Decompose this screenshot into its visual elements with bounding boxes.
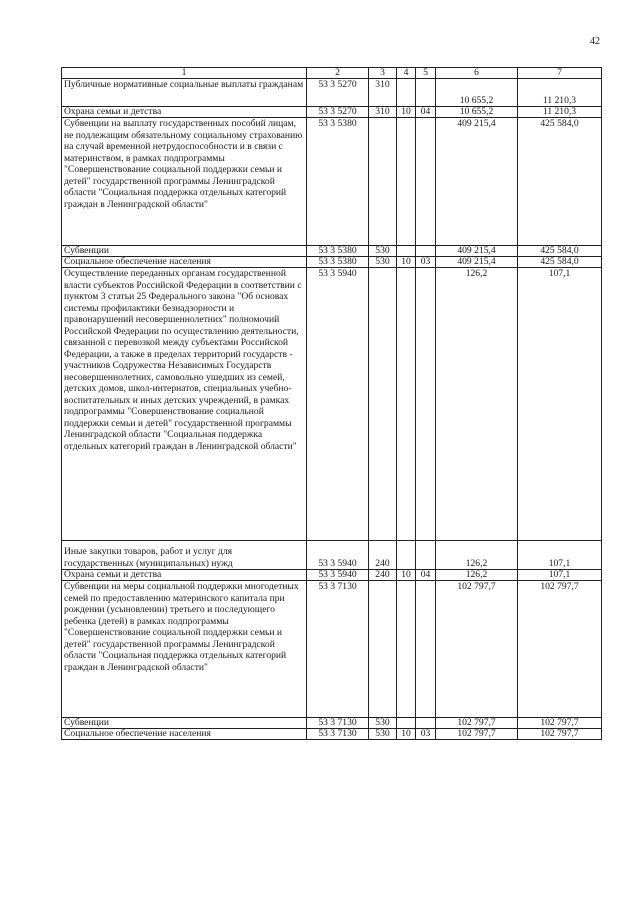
amount-col7: 107,1 — [518, 268, 602, 541]
row-name: Охрана семьи и детства — [62, 570, 307, 581]
table-row — [62, 268, 602, 541]
subsection: 04 — [416, 107, 436, 118]
expense-type — [369, 268, 397, 541]
target-code: 53 3 5270 — [307, 79, 369, 107]
column-header: 7 — [518, 68, 602, 79]
expense-type — [369, 581, 397, 718]
amount-col7: 102 797,7 — [518, 718, 602, 729]
column-header: 1 — [62, 68, 307, 79]
amount-col6: 409 215,4 — [436, 246, 518, 257]
column-header: 4 — [397, 68, 416, 79]
expense-type: 310 — [369, 79, 397, 107]
target-code: 53 3 7130 — [307, 581, 369, 718]
target-code: 53 3 5380 — [307, 118, 369, 246]
target-code: 53 3 7130 — [307, 729, 369, 740]
column-header: 3 — [369, 68, 397, 79]
section: 10 — [397, 729, 416, 740]
amount-col7: 107,1 — [518, 570, 602, 581]
target-code: 53 3 5940 — [307, 570, 369, 581]
expense-type: 240 — [369, 541, 397, 570]
row-name: Иные закупки товаров, работ и услуг для государственных (муниципальных) нужд — [62, 541, 307, 570]
amount-col6: 10 655,2 — [436, 79, 518, 107]
target-code: 53 3 5380 — [307, 257, 369, 268]
row-name: Субвенции на выплату государственных пособий лицам, не подлежащим обязательному социальному страхованию на случай временной нетрудоспособности и в связи с материнством, в рамках подпрограммы "Совершенствование социальной поддержки семьи и детей" государственной программы Ленинградской области "Социальная поддержка отдельных категорий граждан в Ленинградской области" — [62, 118, 307, 246]
subsection: 04 — [416, 570, 436, 581]
table-row — [62, 581, 602, 718]
subsection — [416, 268, 436, 541]
column-header: 5 — [416, 68, 436, 79]
target-code: 53 3 5940 — [307, 268, 369, 541]
section — [397, 118, 416, 246]
amount-col6: 409 215,4 — [436, 118, 518, 246]
subsection: 03 — [416, 257, 436, 268]
table-row — [62, 541, 602, 570]
budget-table — [61, 67, 602, 740]
subsection — [416, 581, 436, 718]
subsection: 03 — [416, 729, 436, 740]
amount-col6: 102 797,7 — [436, 718, 518, 729]
amount-col7: 107,1 — [518, 541, 602, 570]
section: 10 — [397, 257, 416, 268]
row-name: Охрана семьи и детства — [62, 107, 307, 118]
expense-type: 240 — [369, 570, 397, 581]
table-row — [62, 79, 602, 107]
amount-col6: 10 655,2 — [436, 107, 518, 118]
subsection — [416, 718, 436, 729]
section — [397, 718, 416, 729]
row-name: Социальное обеспечение населения — [62, 729, 307, 740]
row-name: Публичные нормативные социальные выплаты гражданам — [62, 79, 307, 107]
section — [397, 246, 416, 257]
amount-col7: 425 584,0 — [518, 257, 602, 268]
amount-col7: 425 584,0 — [518, 118, 602, 246]
expense-type: 530 — [369, 729, 397, 740]
expense-type: 530 — [369, 257, 397, 268]
table-row — [62, 718, 602, 729]
amount-col6: 126,2 — [436, 541, 518, 570]
amount-col7: 11 210,3 — [518, 79, 602, 107]
subsection — [416, 118, 436, 246]
subsection — [416, 246, 436, 257]
section — [397, 268, 416, 541]
table-header-row — [62, 68, 602, 79]
column-header: 2 — [307, 68, 369, 79]
table-row — [62, 729, 602, 740]
section: 10 — [397, 570, 416, 581]
row-name: Субвенции на меры социальной поддержки многодетных семей по предоставлению материнского капитала при рождении (усыновлении) третьего и последующего ребенка (детей) в рамках подпрограммы "Совершенствование социальной поддержки семьи и детей" государственной программы Ленинградской области "Социальная поддержка отдельных категорий граждан в Ленинградской области" — [62, 581, 307, 718]
table-row — [62, 118, 602, 246]
row-name: Социальное обеспечение населения — [62, 257, 307, 268]
target-code: 53 3 7130 — [307, 718, 369, 729]
amount-col6: 409 215,4 — [436, 257, 518, 268]
subsection — [416, 79, 436, 107]
amount-col7: 11 210,3 — [518, 107, 602, 118]
table-row — [62, 246, 602, 257]
expense-type: 310 — [369, 107, 397, 118]
amount-col6: 102 797,7 — [436, 581, 518, 718]
expense-type: 530 — [369, 246, 397, 257]
section — [397, 541, 416, 570]
target-code: 53 3 5940 — [307, 541, 369, 570]
amount-col7: 102 797,7 — [518, 581, 602, 718]
expense-type — [369, 118, 397, 246]
row-name: Субвенции — [62, 718, 307, 729]
row-name: Субвенции — [62, 246, 307, 257]
target-code: 53 3 5270 — [307, 107, 369, 118]
page-number: 42 — [590, 36, 600, 47]
section — [397, 581, 416, 718]
column-header: 6 — [436, 68, 518, 79]
amount-col6: 126,2 — [436, 268, 518, 541]
section: 10 — [397, 107, 416, 118]
table-row — [62, 107, 602, 118]
subsection — [416, 541, 436, 570]
table-row — [62, 570, 602, 581]
amount-col6: 126,2 — [436, 570, 518, 581]
target-code: 53 3 5380 — [307, 246, 369, 257]
amount-col7: 102 797,7 — [518, 729, 602, 740]
amount-col7: 425 584,0 — [518, 246, 602, 257]
table-row — [62, 257, 602, 268]
row-name: Осуществление переданных органам государственной власти субъектов Российской Федерации в соответствии с пунктом 3 статьи 25 Федерального закона "Об основах системы профилактики безнадзорности и правонарушений несовершеннолетних" полномочий Российской Федерации по осуществлению деятельности, связанной с перевозкой между субъектами Российской Федерации, а также в пределах территорий государств - участников Содружества Независимых Государств несовершеннолетних, самовольно ушедших из семей, детских домов, школ-интернатов, специальных учебно-воспитательных и иных детских учреждений, в рамках подпрограммы "Совершенствование социальной поддержки семьи и детей" государственной программы Ленинградской области "Социальная поддержка отдельных категорий граждан в Ленинградской области" — [62, 268, 307, 541]
expense-type: 530 — [369, 718, 397, 729]
amount-col6: 102 797,7 — [436, 729, 518, 740]
section — [397, 79, 416, 107]
